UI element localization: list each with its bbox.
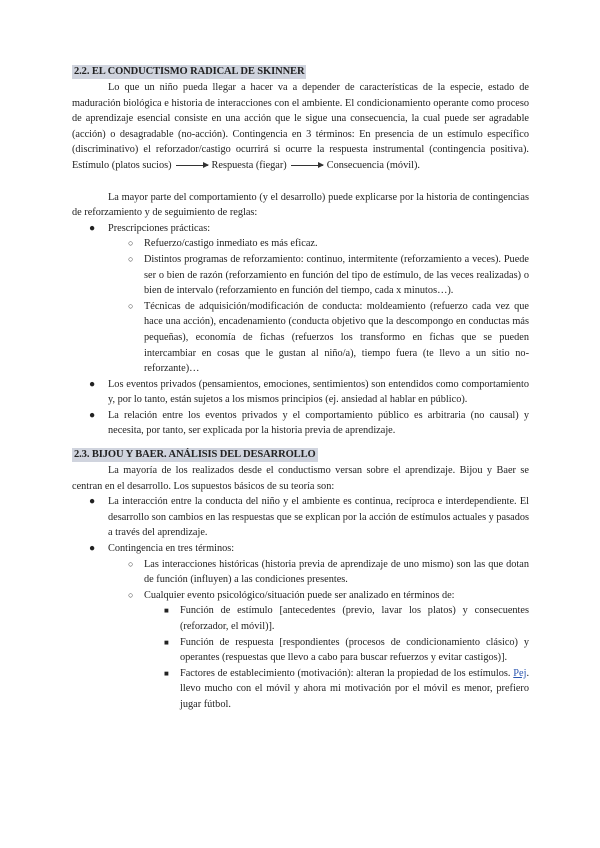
list-item-text: Cualquier evento psicológico/situación puede ser analizado en términos de: — [144, 589, 455, 601]
circle-bullet-icon: ○ — [128, 558, 134, 569]
bullet-icon: ● — [89, 222, 96, 234]
list-item — [72, 666, 529, 713]
pej-link[interactable]: Pej — [513, 667, 527, 679]
bullet-icon: ● — [89, 496, 96, 508]
paragraph-text: Consecuencia (móvil). — [326, 159, 420, 171]
list-item-text: Función de respuesta [respondientes (procesos de condicionamiento clásico) y operantes (respuestas que llevo a cabo para buscar refuerzos y evitar castigos)]. — [180, 636, 529, 664]
list-item-text: La interacción entre la conducta del niño y el ambiente es continua, recíproca e interdependiente. El desarrollo son cambios en las respuestas que se explican por la acción de estímulos actuales y pasados a través del aprendizaje. — [108, 496, 529, 539]
list-item — [72, 408, 529, 439]
circle-bullet-icon: ○ — [128, 300, 134, 311]
bullet-list — [72, 221, 529, 439]
list-item — [72, 494, 529, 541]
list-item-text: Función de estímulo [antecedentes (previo, lavar los platos) y consecuentes (reforzador, el móvil)]. — [180, 605, 529, 632]
list-item-text: La relación entre los eventos privados y el comportamiento público es arbitraria (no causal) y necesita, por tanto, ser explicada por la historia previa de aprendizaje. — [108, 409, 529, 437]
list-item — [72, 588, 529, 604]
list-item-text: . llevo mucho con el móvil y ahora mi motivación por el móvil es menor, prefiero jugar fútbol. — [180, 667, 530, 710]
list-item — [72, 603, 529, 634]
section-heading-bijou-baer: 2.3. BIJOU Y BAER. ANÁLISIS DEL DESARROLLO — [74, 449, 316, 461]
bullet-icon: ● — [89, 378, 96, 390]
square-bullet-icon: ■ — [164, 606, 169, 616]
list-item — [72, 377, 529, 408]
list-item — [72, 252, 529, 299]
paragraph: La mayor parte del comportamiento (y el desarrollo) puede explicarse por la historia de contingencias de reforzamiento y de seguimiento de reglas: — [72, 191, 529, 219]
circle-bullet-icon: ○ — [128, 253, 134, 264]
list-item-text: Refuerzo/castigo inmediato es más eficaz. — [144, 238, 318, 250]
list-item-text: Los eventos privados (pensamientos, emociones, sentimientos) son entendidos como comportamiento y, por lo tanto, están sujetos a los mismos principios (ej. ansiedad al hablar en público). — [108, 378, 529, 406]
list-item-text: Técnicas de adquisición/modificación de conducta: moldeamiento (refuerzo cada vez que hace una acción), encadenamiento (conducta objetivo que la descompongo en conductas más pequeñas), economía de fichas (refuerzos los transformo en fichas que se pueden intercambiar en cosas que le gustan al niño/a), tiempo fuera (te llevo a un sitio no-reforzante)… — [144, 300, 529, 375]
list-item — [72, 236, 529, 252]
list-item-text: Distintos programas de reforzamiento: continuo, intermitente (reforzamiento a veces). Puede ser o bien de razón (reforzamiento en función del tipo de estímulo, de las veces realizadas) o bien de intervalo (reforzamiento en función del tiempo, cada x minutos…). — [144, 253, 529, 297]
list-item-text: Prescripciones prácticas: — [108, 222, 211, 234]
circle-bullet-icon: ○ — [128, 589, 134, 600]
list-item-text: Las interacciones históricas (historia previa de aprendizaje de uno mismo) son las que dotan de función (influyen) a las condiciones presentes. — [144, 558, 529, 586]
circle-bullet-icon: ○ — [128, 238, 134, 249]
paragraph-text: Lo que un niño pueda llegar a hacer va a depender de características de la especie, estado de maduración biológica e historia de interacciones con el ambiente. El condicionamiento operante como proceso de aprendizaje esencial consiste en una acción que le sigue una consecuencia, la cual puede ser agradable (acción) o desagradable (no-acción). Contingencia en 3 términos: En presencia de un estímulo específico (discriminativo) el reforzador/castigo ocurrirá si ocurre la respuesta instrumental (contingencia positiva). Estímulo (platos sucios) — [72, 82, 529, 171]
arrow-icon — [291, 165, 323, 166]
bullet-icon: ● — [89, 409, 96, 421]
paragraph: La mayoría de los realizados desde el conductismo versan sobre el aprendizaje. Bijou y Baer se centran en el desarrollo. Los supuestos básicos de su teoría son: — [72, 465, 529, 492]
list-item — [72, 541, 529, 557]
section-heading-skinner: 2.2. EL CONDUCTISMO RADICAL DE SKINNER — [74, 66, 305, 77]
list-item — [72, 635, 529, 666]
square-bullet-icon: ■ — [164, 637, 169, 647]
bullet-icon: ● — [89, 543, 96, 555]
bullet-list — [72, 494, 529, 712]
arrow-icon — [176, 165, 208, 166]
document-page — [72, 64, 529, 713]
paragraph-text: Respuesta (fiegar) — [211, 159, 287, 171]
paragraph — [72, 80, 529, 174]
list-item — [72, 299, 529, 377]
list-item-text: Contingencia en tres términos: — [108, 543, 235, 555]
list-item — [72, 221, 529, 237]
square-bullet-icon: ■ — [164, 668, 169, 678]
list-item — [72, 557, 529, 588]
list-item-text: Factores de establecimiento (motivación): alteran la propiedad de los estímulos. — [180, 667, 511, 679]
